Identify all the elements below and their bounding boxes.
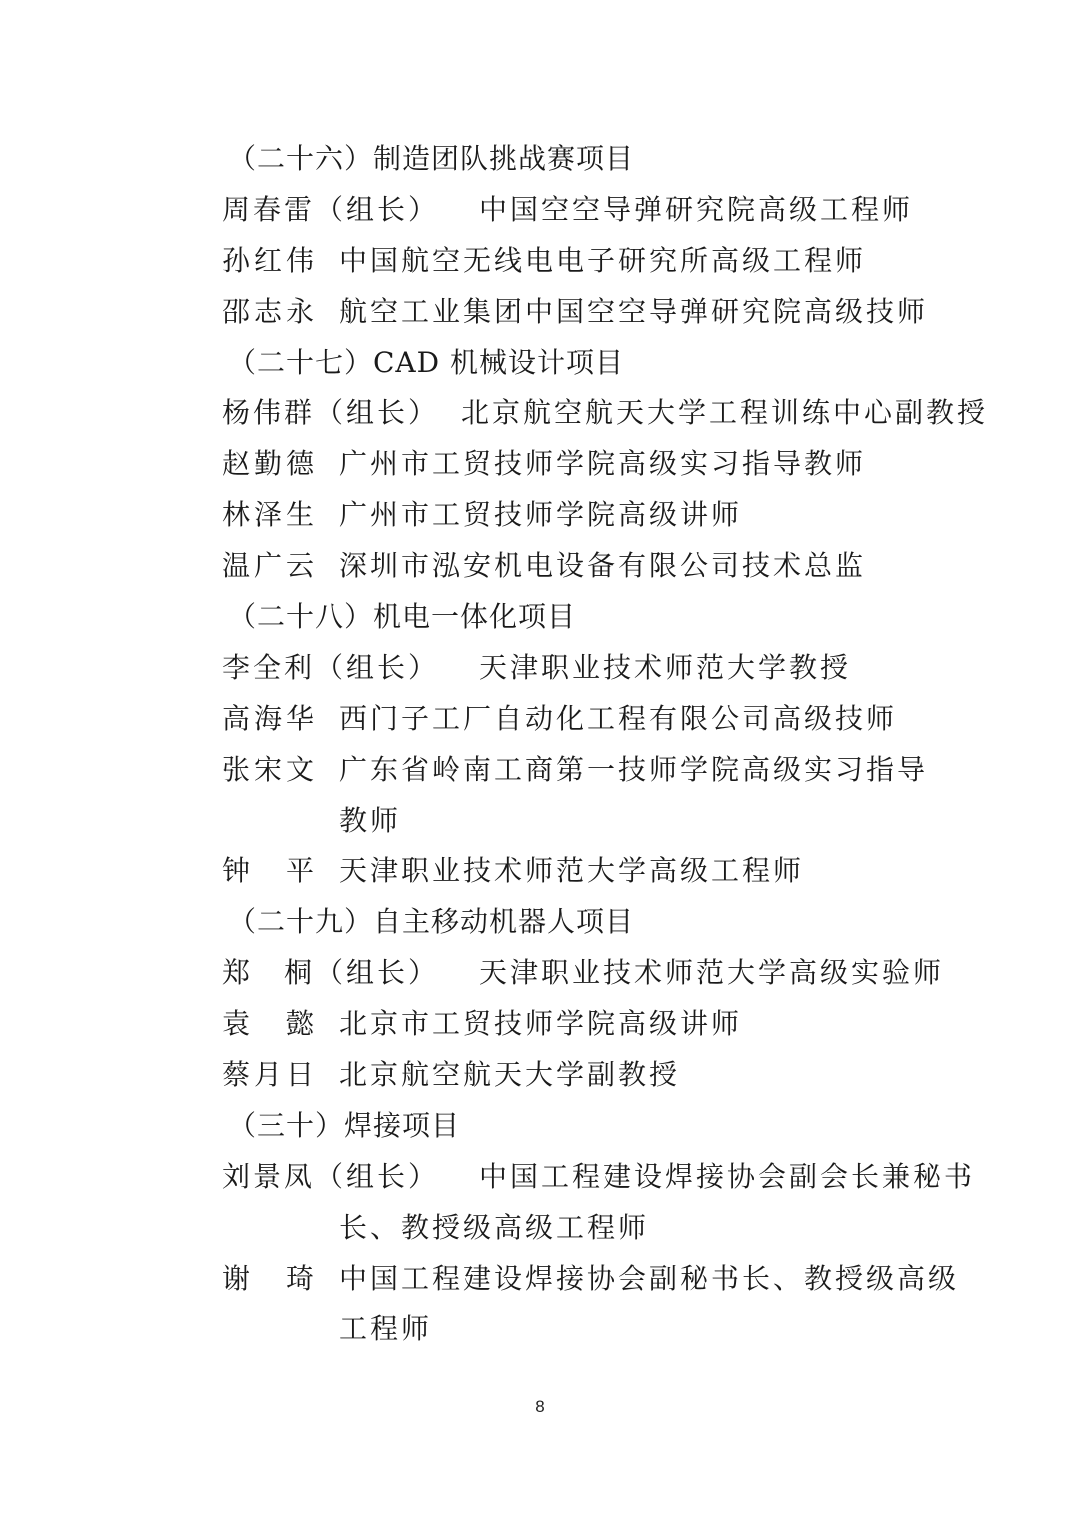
section-heading: （二十六）制造团队挑战赛项目: [228, 142, 635, 175]
section-heading: （二十九）自主移动机器人项目: [228, 905, 635, 939]
member-name: 高海华: [222, 701, 319, 735]
member-name: 杨伟群（组长）: [222, 396, 440, 430]
page-content: [222, 134, 989, 1355]
member-desc: 广东省岭南工商第一技师学院高级实习指导: [339, 752, 929, 786]
member-desc: 天津职业技术师范大学教授: [479, 650, 852, 684]
member-row: [222, 948, 945, 999]
member-row: [222, 1254, 960, 1305]
member-name: 谢 琦: [222, 1261, 319, 1295]
member-name: 林泽生: [222, 498, 319, 532]
member-name: 钟 平: [222, 854, 319, 888]
member-row: [222, 1050, 942, 1101]
member-desc: 北京市工贸技师学院高级讲师: [339, 1007, 743, 1041]
member-desc-continuation: 工程师: [339, 1312, 433, 1346]
member-row: [222, 1152, 976, 1203]
member-name: 周春雷（组长）: [222, 192, 440, 226]
section-heading: （三十）焊接项目: [228, 1108, 461, 1142]
member-desc: 北京航空航天大学工程训练中心副教授: [461, 396, 989, 430]
member-name: 温广云: [222, 549, 319, 583]
member-name: 刘景凤（组长）: [222, 1159, 440, 1193]
member-row: [222, 694, 942, 745]
member-desc-continuation: 教师: [339, 803, 402, 837]
member-name: 孙红伟: [222, 243, 319, 277]
member-name: 李全利（组长）: [222, 650, 440, 684]
member-row: [222, 439, 942, 490]
member-row: [222, 490, 942, 541]
member-desc: 西门子工厂自动化工程有限公司高级技师: [339, 701, 898, 735]
member-desc: 中国工程建设焊接协会副会长兼秘书: [479, 1159, 976, 1193]
member-name: 邵志永: [222, 294, 319, 328]
member-row: [222, 287, 942, 338]
member-desc: 中国工程建设焊接协会副秘书长、教授级高级: [339, 1261, 960, 1295]
member-row: [222, 185, 942, 236]
member-desc: 广州市工贸技师学院高级实习指导教师: [339, 447, 867, 481]
member-row: [222, 999, 942, 1050]
section-heading: （二十七）CAD 机械设计项目: [228, 345, 624, 379]
member-row: [222, 846, 942, 897]
member-desc: 中国空空导弹研究院高级工程师: [479, 192, 914, 226]
member-name: 蔡月日: [222, 1058, 319, 1092]
member-row: [222, 541, 942, 592]
member-name: 张宋文: [222, 752, 319, 786]
member-desc: 广州市工贸技师学院高级讲师: [339, 498, 743, 532]
member-desc: 航空工业集团中国空空导弹研究院高级技师: [339, 294, 929, 328]
member-desc: 深圳市泓安机电设备有限公司技术总监: [339, 549, 867, 583]
member-row: [222, 643, 942, 694]
member-row: [222, 388, 989, 439]
member-desc: 天津职业技术师范大学高级工程师: [339, 854, 805, 888]
section-heading: （二十八）机电一体化项目: [228, 600, 577, 634]
member-row: [222, 236, 942, 287]
member-name: 袁 懿: [222, 1007, 319, 1041]
member-name: 郑 桐（组长）: [222, 956, 440, 990]
member-desc-continuation: 长、教授级高级工程师: [339, 1210, 650, 1244]
member-row: [222, 745, 942, 796]
member-desc: 中国航空无线电电子研究所高级工程师: [339, 243, 867, 277]
page-number: 8: [535, 1397, 545, 1416]
member-desc: 北京航空航天大学副教授: [339, 1058, 681, 1092]
member-desc: 天津职业技术师范大学高级实验师: [479, 956, 945, 990]
member-name: 赵勤德: [222, 447, 319, 481]
